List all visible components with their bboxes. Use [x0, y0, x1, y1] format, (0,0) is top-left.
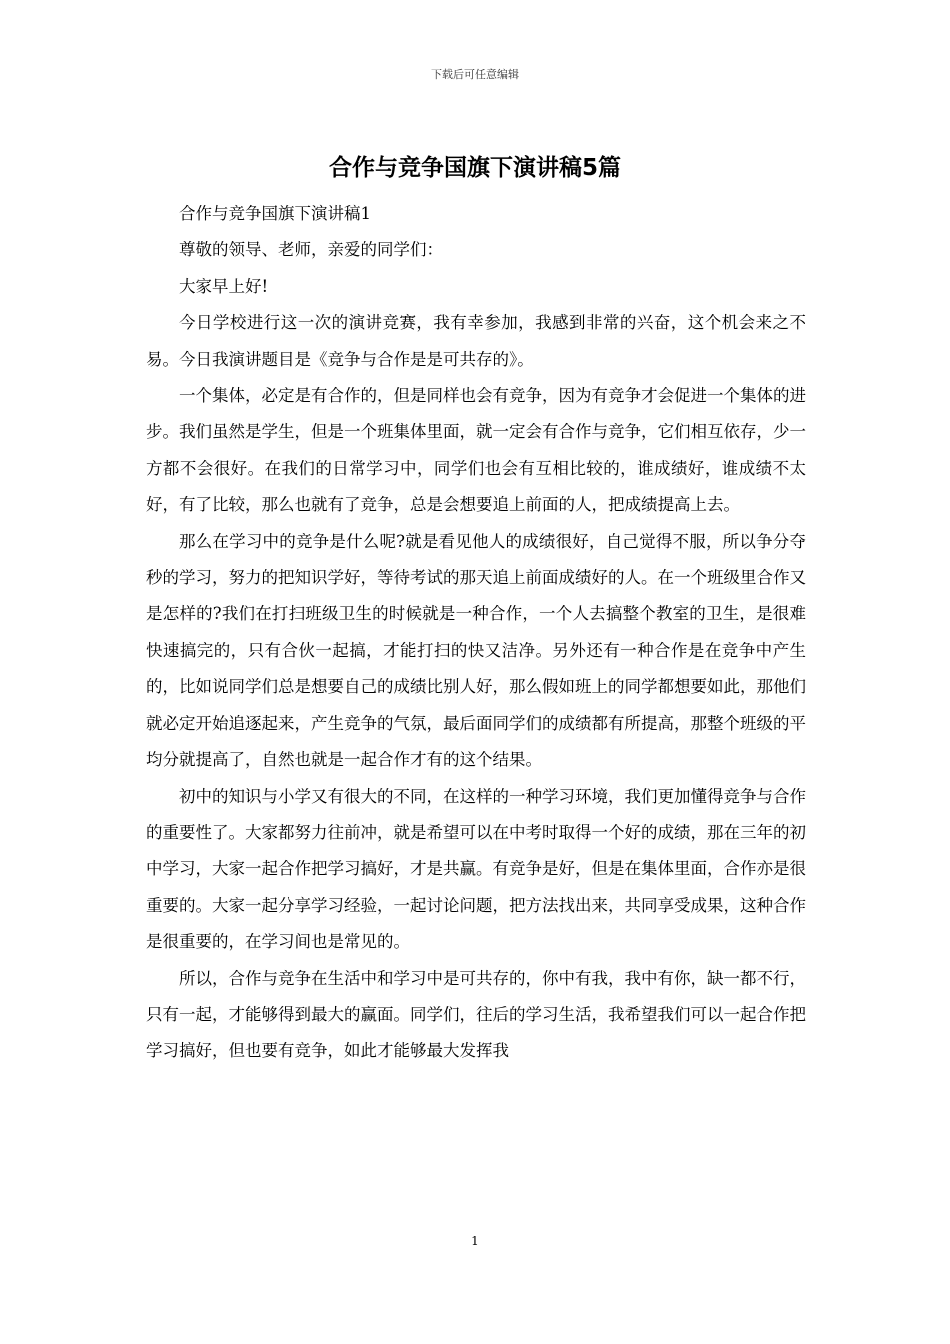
page-number: 1 — [471, 1234, 479, 1248]
body-paragraph: 今日学校进行这一次的演讲竞赛，我有幸参加，我感到非常的兴奋，这个机会来之不易。今日我演讲题目是《竞争与合作是是可共存的》。 — [146, 313, 806, 369]
greeting: 大家早上好! — [179, 276, 269, 296]
document-title: 合作与竞争国旗下演讲稿5篇 — [328, 155, 621, 181]
body-paragraph: 那么在学习中的竞争是什么呢?就是看见他人的成绩很好，自己觉得不服，所以争分夺秒的学习，努力的把知识学好，等待考试的那天追上前面成绩好的人。在一个班级里合作又是怎样的?我们在打扫班级卫生的时候就是一种合作，一个人去搞整个教室的卫生，是很难快速搞完的，只有合伙一起搞，才能打扫的快又洁净。另外还有一种合作是在竞争中产生的，比如说同学们总是想要自己的成绩比别人好，那么假如班上的同学都想要如此，那他们就必定开始追逐起来，产生竞争的气氛，最后面同学们的成绩都有所提高，那整个班级的平均分就提高了，自然也就是一起合作才有的这个结果。 — [146, 531, 806, 770]
section-heading: 合作与竞争国旗下演讲稿1 — [179, 204, 371, 223]
body-paragraph: 一个集体，必定是有合作的，但是同样也会有竞争，因为有竞争才会促进一个集体的进步。我们虽然是学生，但是一个班集体里面，就一定会有合作与竞争，它们相互依存，少一方都不会很好。在我们的日常学习中，同学们也会有互相比较的，谁成绩好，谁成绩不太好，有了比较，那么也就有了竞争，总是会想要追上前面的人，把成绩提高上去。 — [146, 386, 806, 515]
salutation: 尊敬的领导、老师，亲爱的同学们： — [179, 240, 443, 260]
page-header: 下载后可任意编辑 — [431, 68, 519, 81]
body-paragraph: 初中的知识与小学又有很大的不同，在这样的一种学习环境，我们更加懂得竞争与合作的重要性了。大家都努力往前冲，就是希望可以在中考时取得一个好的成绩，那在三年的初中学习，大家一起合作把学习搞好，才是共赢。有竞争是好，但是在集体里面，合作亦是很重要的。大家一起分享学习经验，一起讨论问题，把方法找出来，共同享受成果，这种合作是很重要的，在学习间也是常见的。 — [146, 786, 806, 952]
document-body — [146, 196, 806, 1070]
body-paragraph: 所以，合作与竞争在生活中和学习中是可共存的，你中有我，我中有你，缺一都不行，只有一起，才能够得到最大的赢面。同学们，往后的学习生活，我希望我们可以一起合作把学习搞好，但也要有竞争，如此才能够最大发挥我 — [146, 968, 806, 1061]
